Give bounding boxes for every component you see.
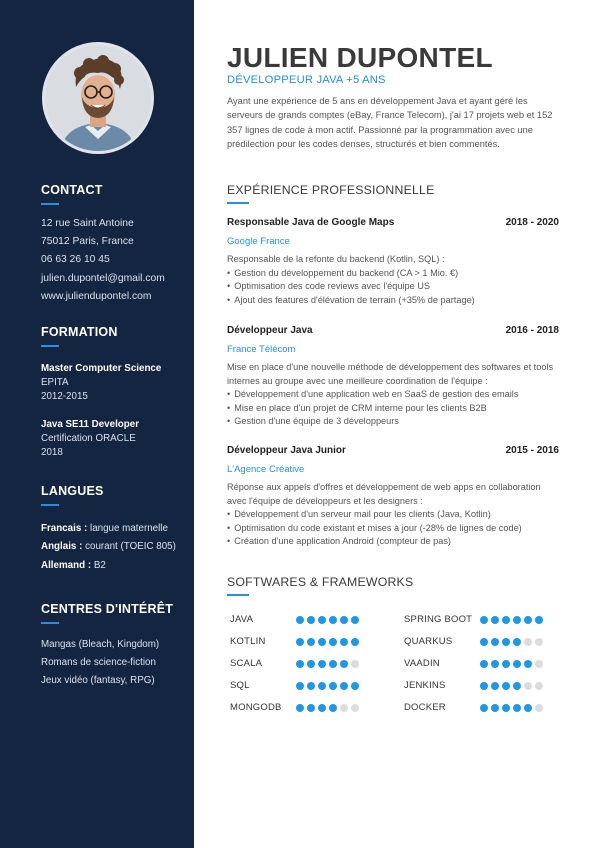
formation-title: FORMATION	[41, 325, 118, 339]
contact-city: 75012 Paris, France	[41, 236, 134, 248]
contact-title: CONTACT	[41, 183, 103, 197]
rating-dot	[329, 638, 337, 646]
contact-website[interactable]: www.juliendupontel.com	[41, 290, 152, 302]
language-item: Francais : langue maternelle	[41, 523, 168, 534]
rating-dot	[351, 682, 359, 690]
rating-dot	[340, 638, 348, 646]
rating-dot	[491, 616, 499, 624]
rating-dot	[318, 638, 326, 646]
skill-name: SPRING BOOT	[404, 614, 473, 625]
skill-rating	[480, 704, 543, 712]
rating-dot	[307, 638, 315, 646]
interets-title: CENTRES D'INTÉRÊT	[41, 602, 174, 616]
rating-dot	[307, 660, 315, 668]
rating-dot	[480, 704, 488, 712]
formation-years: 2012-2015	[41, 391, 88, 402]
section-rule	[41, 345, 59, 347]
sidebar	[0, 0, 194, 848]
job-company: Google France	[227, 236, 290, 247]
job-title: Développeur Java	[227, 325, 313, 336]
job-entry	[227, 217, 559, 307]
job-bullet: • Développement d'une application web en SaaS de gestion des emails	[227, 388, 559, 402]
rating-dot	[524, 638, 532, 646]
rating-dot	[502, 682, 510, 690]
formation-years: 2018	[41, 447, 63, 458]
job-bullet: • Optimisation des code reviews avec l'équipe US	[227, 280, 559, 294]
contact-section	[41, 183, 181, 306]
rating-dot	[524, 660, 532, 668]
job-entry	[227, 445, 559, 549]
section-rule	[227, 594, 249, 596]
job-entry	[227, 325, 559, 429]
rating-dot	[340, 616, 348, 624]
candidate-role: DÉVELOPPEUR JAVA +5 ANS	[227, 74, 386, 86]
skill-name: KOTLIN	[230, 636, 266, 647]
section-rule	[41, 203, 59, 205]
rating-dot	[502, 660, 510, 668]
rating-dot	[491, 704, 499, 712]
skill-rating	[480, 616, 543, 624]
rating-dot	[524, 704, 532, 712]
rating-dot	[513, 682, 521, 690]
skill-rating	[480, 638, 543, 646]
rating-dot	[513, 616, 521, 624]
rating-dot	[491, 660, 499, 668]
rating-dot	[329, 704, 337, 712]
rating-dot	[340, 660, 348, 668]
rating-dot	[535, 616, 543, 624]
avatar	[42, 42, 154, 154]
rating-dot	[318, 660, 326, 668]
skill-rating	[296, 682, 359, 690]
langues-title: LANGUES	[41, 484, 104, 498]
job-dates: 2016 - 2018	[505, 325, 559, 336]
formation-school: EPITA	[41, 377, 69, 388]
job-bullet: • Ajout des features d'élévation de terrain (+35% de partage)	[227, 294, 559, 308]
job-title: Développeur Java Junior	[227, 445, 346, 456]
rating-dot	[296, 660, 304, 668]
rating-dot	[318, 616, 326, 624]
section-rule	[227, 202, 249, 204]
skill-name: JENKINS	[404, 680, 446, 691]
skill-name: QUARKUS	[404, 636, 453, 647]
formation-school: Certification ORACLE	[41, 433, 136, 444]
rating-dot	[480, 638, 488, 646]
job-bullet: • Création d'une application Android (compteur de pas)	[227, 535, 559, 549]
contact-phone: 06 63 26 10 45	[41, 254, 110, 266]
rating-dot	[351, 638, 359, 646]
section-rule	[41, 622, 59, 624]
rating-dot	[351, 660, 359, 668]
job-description: Mise en place d'une nouvelle méthode de développement des softwares et tools internes au groupe avec une meilleure coordination de l'équipe :	[227, 362, 554, 386]
rating-dot	[307, 682, 315, 690]
skill-name: DOCKER	[404, 702, 446, 713]
job-bullet: • Développement d'un serveur mail pour les clients (Java, Kotlin)	[227, 508, 559, 522]
language-item: Anglais : courant (TOEIC 805)	[41, 541, 176, 553]
job-bullet: • Gestion du développement du backend (CA > 1 Mio. €)	[227, 267, 559, 281]
rating-dot	[329, 616, 337, 624]
rating-dot	[513, 660, 521, 668]
formation-section	[41, 325, 181, 460]
rating-dot	[351, 704, 359, 712]
job-description: Réponse aux appels d'offres et développement de web apps en collaboration avec l'équipe de développeurs et les designers :	[227, 482, 541, 506]
rating-dot	[329, 660, 337, 668]
contact-email[interactable]: julien.dupontel@gmail.com	[41, 272, 165, 284]
job-bullet: • Optimisation du code existant et mises à jour (-28% de lignes de code)	[227, 522, 559, 536]
skill-name: SQL	[230, 680, 250, 691]
rating-dot	[535, 638, 543, 646]
rating-dot	[491, 682, 499, 690]
rating-dot	[513, 638, 521, 646]
formation-degree: Java SE11 Developer	[41, 419, 140, 430]
rating-dot	[513, 704, 521, 712]
rating-dot	[524, 616, 532, 624]
interest-item: Romans de science-fiction	[41, 657, 156, 669]
skills-title: SOFTWARES & FRAMEWORKS	[227, 575, 414, 589]
skill-name: JAVA	[230, 614, 254, 625]
job-bullet: • Gestion d'une équipe de 3 développeurs	[227, 415, 559, 429]
rating-dot	[296, 704, 304, 712]
skill-rating	[296, 638, 359, 646]
rating-dot	[351, 616, 359, 624]
rating-dot	[480, 682, 488, 690]
contact-address: 12 rue Saint Antoine	[41, 218, 134, 229]
job-title: Responsable Java de Google Maps	[227, 217, 395, 228]
rating-dot	[502, 638, 510, 646]
skill-rating	[296, 616, 359, 624]
candidate-name: JULIEN DUPONTEL	[227, 42, 493, 73]
rating-dot	[307, 704, 315, 712]
rating-dot	[296, 638, 304, 646]
rating-dot	[502, 704, 510, 712]
rating-dot	[329, 682, 337, 690]
skill-name: MONGODB	[230, 702, 282, 713]
job-description: Responsable de la refonte du backend (Kotlin, SQL) :	[227, 254, 445, 264]
experience-title: EXPÉRIENCE PROFESSIONNELLE	[227, 183, 435, 197]
rating-dot	[491, 638, 499, 646]
skill-rating	[296, 660, 359, 668]
skill-rating	[480, 682, 543, 690]
rating-dot	[296, 616, 304, 624]
job-bullet: • Mise en place d'un projet de CRM interne pour les clients B2B	[227, 402, 559, 416]
intro-text: Ayant une expérience de 5 ans en développement Java et ayant géré les serveurs de grands comptes (eBay, France Telecom), j'ai 17 projets web et 152 357 lignes de code à mon actif. Passionné par la programmation avec une prédilection pour les codes denses, structurés et bien commentés.	[227, 96, 553, 150]
rating-dot	[524, 682, 532, 690]
job-dates: 2015 - 2016	[505, 445, 559, 456]
language-item: Allemand : B2	[41, 559, 106, 571]
rating-dot	[318, 704, 326, 712]
section-rule	[41, 504, 59, 506]
job-company: France Télécom	[227, 344, 296, 355]
rating-dot	[535, 660, 543, 668]
skill-rating	[480, 660, 543, 668]
langues-section	[41, 484, 181, 575]
rating-dot	[307, 616, 315, 624]
rating-dot	[296, 682, 304, 690]
rating-dot	[480, 660, 488, 668]
rating-dot	[340, 704, 348, 712]
job-company: L'Agence Créative	[227, 464, 305, 475]
interest-item: Jeux vidéo (fantasy, RPG)	[41, 675, 155, 687]
rating-dot	[340, 682, 348, 690]
formation-degree: Master Computer Science	[41, 363, 162, 374]
skill-name: VAADIN	[404, 658, 440, 669]
interest-item: Mangas (Bleach, Kingdom)	[41, 639, 160, 650]
interets-section	[41, 602, 181, 691]
rating-dot	[480, 616, 488, 624]
job-dates: 2018 - 2020	[505, 217, 559, 228]
skill-rating	[296, 704, 359, 712]
rating-dot	[535, 682, 543, 690]
rating-dot	[502, 616, 510, 624]
rating-dot	[318, 682, 326, 690]
skill-name: SCALA	[230, 658, 263, 669]
rating-dot	[535, 704, 543, 712]
